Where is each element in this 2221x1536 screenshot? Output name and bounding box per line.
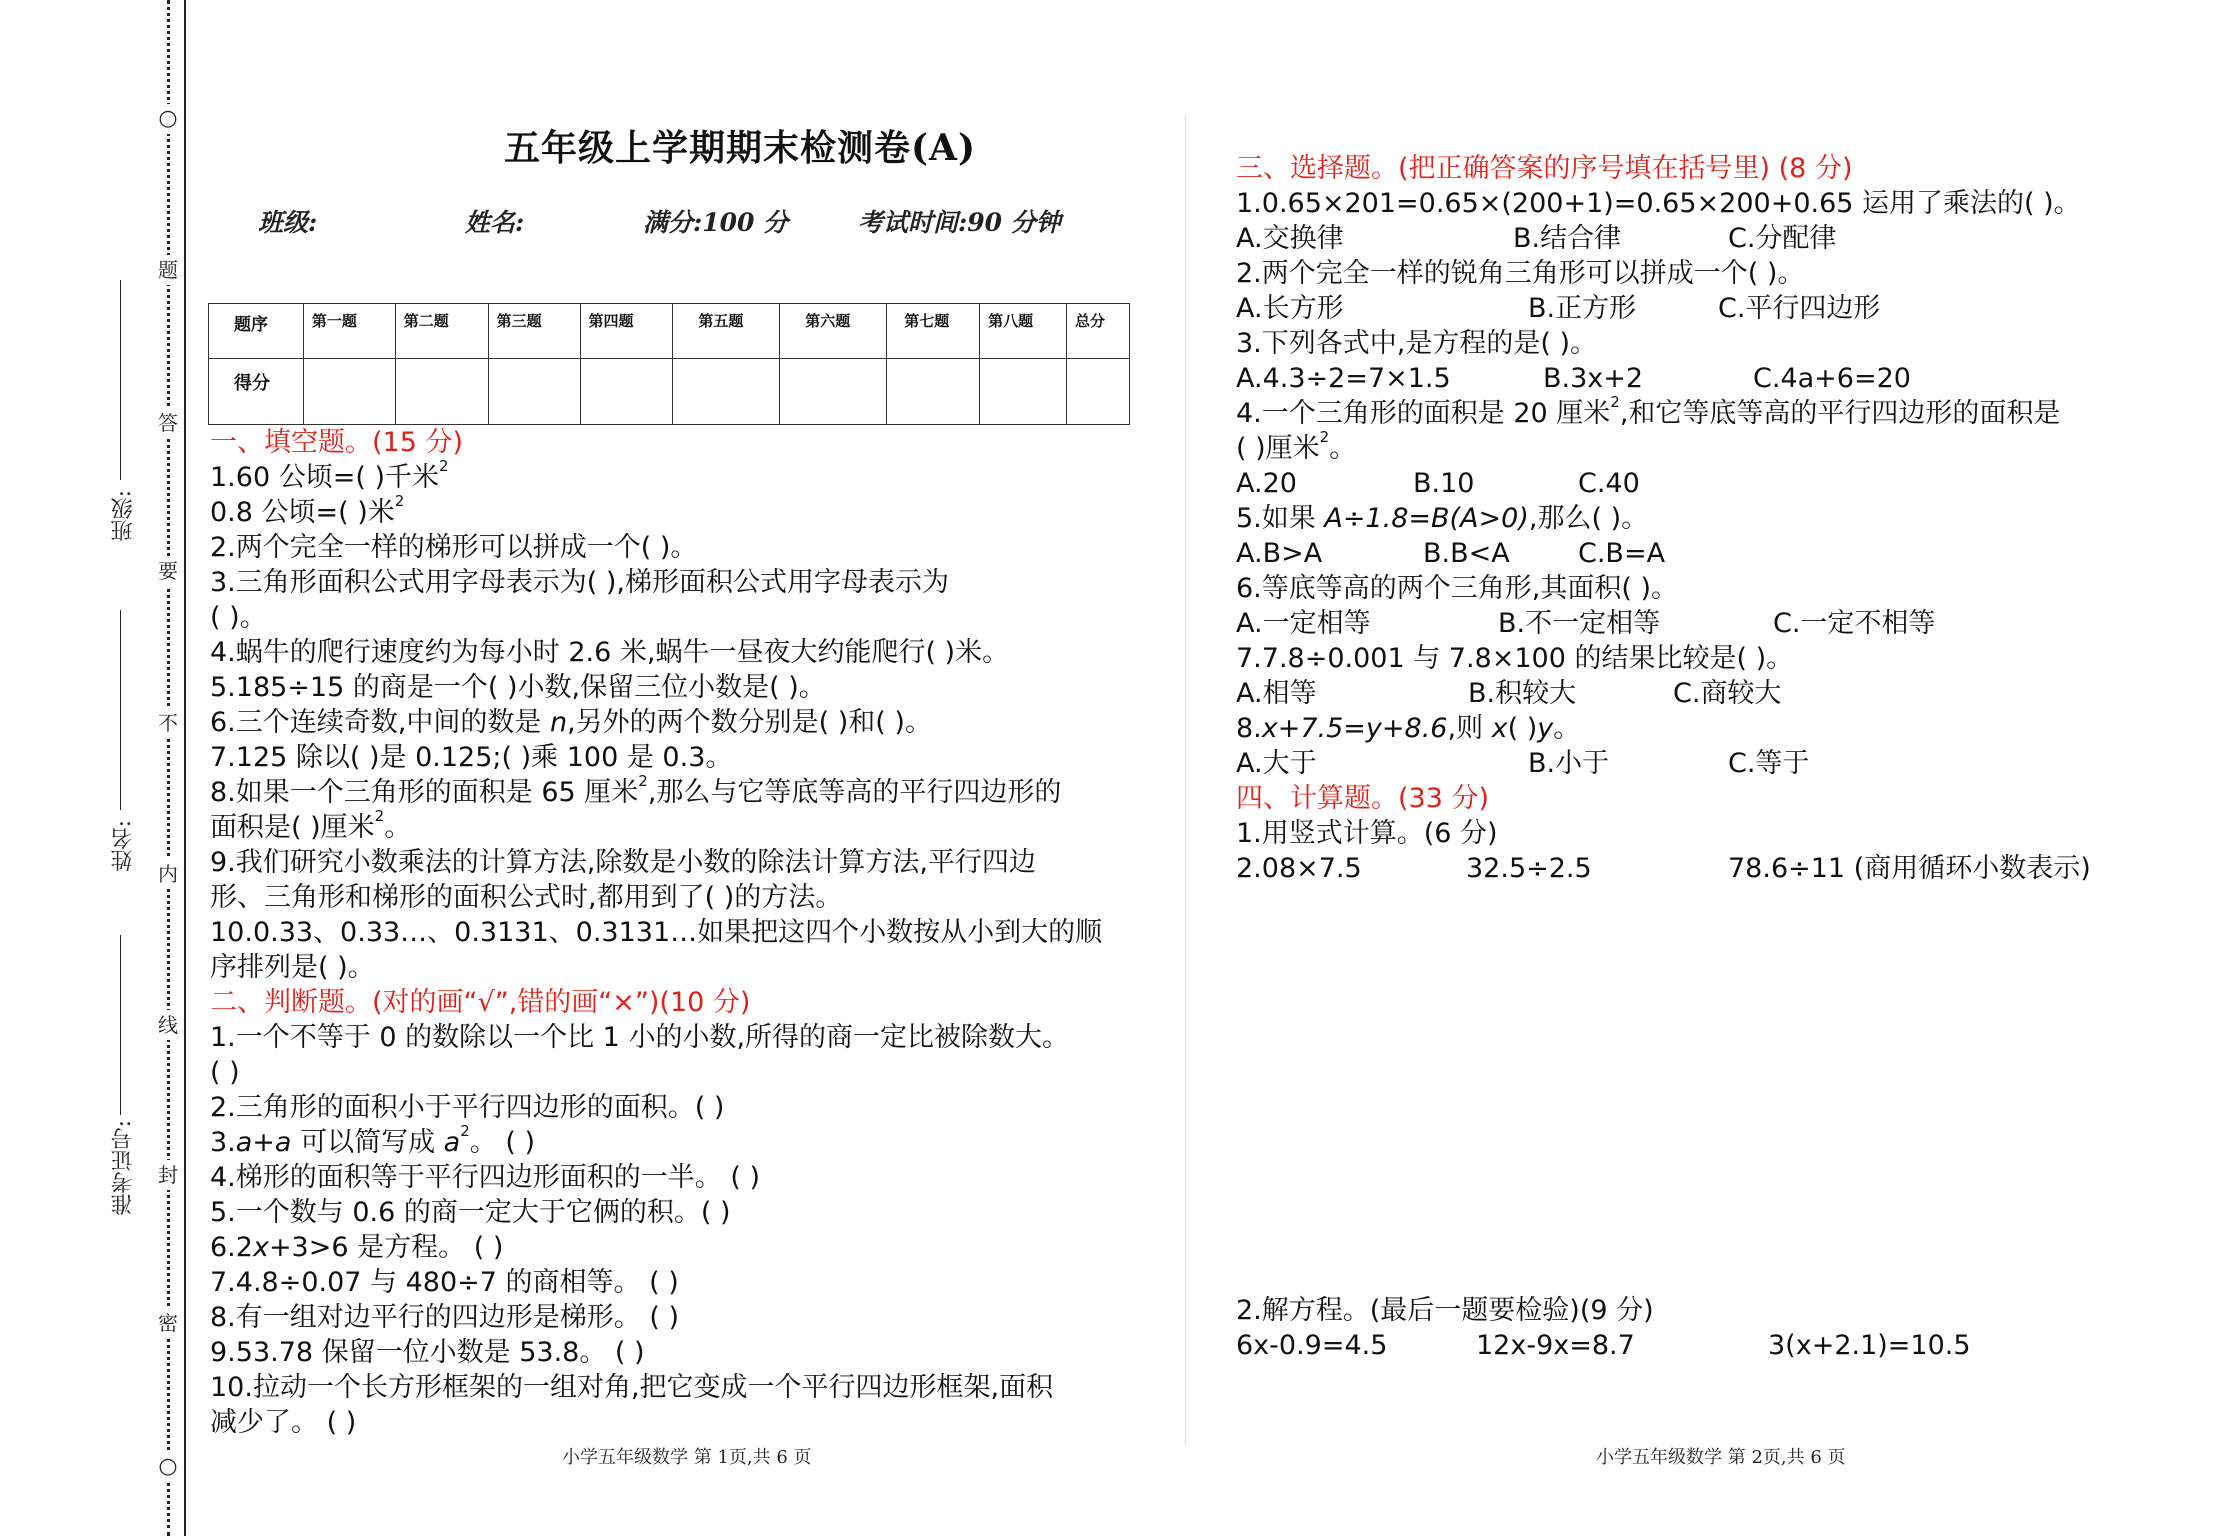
footer-right: 小学五年级数学 第 2页,共 6 页: [1596, 1447, 1846, 1468]
section-title-judge: 二、判断题。(对的画“√”,错的画“×”)(10 分): [210, 987, 751, 1018]
page-divider: [1185, 115, 1186, 1445]
exam-no-fill-line: [120, 935, 121, 1115]
question-item: 7.4.8÷0.07 与 480÷7 的商相等。 ( ): [210, 1267, 679, 1298]
seal-char: 密: [157, 1308, 179, 1338]
binding-dotted-line: [167, 0, 170, 1536]
calc-item: 32.5÷2.5: [1466, 853, 1592, 884]
class-fill-line: [120, 280, 121, 480]
option-a: A.20: [1236, 468, 1297, 499]
question-item: 0.8 公顷=( )米$^2$: [210, 492, 405, 528]
section-title-choice: 三、选择题。(把正确答案的序号填在括号里) (8 分): [1236, 153, 1853, 184]
question-item: 3.三角形面积公式用字母表示为( ),梯形面积公式用字母表示为: [210, 567, 949, 598]
class-label: 班级:: [258, 208, 318, 237]
option-b: B.10: [1413, 468, 1475, 499]
table-column-header: 第三题: [488, 304, 580, 359]
question-item: 3.a+a 可以简写成 $a^2$。 ( ): [210, 1122, 535, 1158]
score-cell[interactable]: [488, 359, 580, 425]
score-cell[interactable]: [580, 359, 673, 425]
table-row-header: 题序: [209, 304, 304, 359]
seal-char: 答: [157, 408, 179, 438]
score-table: [208, 303, 1130, 425]
equation-item: 3(x+2.1)=10.5: [1768, 1330, 1971, 1361]
option-a: A.4.3÷2=7×1.5: [1236, 363, 1451, 394]
option-c: C.商较大: [1673, 678, 1782, 709]
seal-char: 封: [157, 1160, 179, 1190]
calc-item: 78.6÷11 (商用循环小数表示): [1728, 853, 2091, 884]
score-cell[interactable]: [780, 359, 887, 425]
option-c: C.一定不相等: [1773, 608, 1936, 639]
question-item: 4.蜗牛的爬行速度约为每小时 2.6 米,蜗牛一昼夜大约能爬行( )米。: [210, 637, 1010, 668]
option-b: B.不一定相等: [1498, 608, 1661, 639]
question-item: 2.两个完全一样的梯形可以拼成一个( )。: [210, 532, 698, 563]
footer-left: 小学五年级数学 第 1页,共 6 页: [562, 1447, 812, 1468]
table-column-header: 总分: [1066, 304, 1129, 359]
question-item: 6.三个连续奇数,中间的数是 n,另外的两个数分别是( )和( )。: [210, 707, 932, 738]
question-item: 1.一个不等于 0 的数除以一个比 1 小的小数,所得的商一定比被除数大。: [210, 1022, 1070, 1053]
question-item: 7.125 除以( )是 0.125;( )乘 100 是 0.3。: [210, 742, 733, 773]
option-c: C.4a+6=20: [1753, 363, 1911, 394]
option-b: B.小于: [1528, 748, 1610, 779]
score-cell[interactable]: [673, 359, 780, 425]
seal-char: 要: [157, 556, 179, 586]
binding-class-label: 班级:: [111, 490, 136, 542]
option-c: C.等于: [1728, 748, 1810, 779]
question-item: 3.下列各式中,是方程的是( )。: [1236, 328, 1597, 359]
binding-margin: [0, 0, 190, 1536]
question-item: 2.两个完全一样的锐角三角形可以拼成一个( )。: [1236, 258, 1805, 289]
table-column-header: 第八题: [980, 304, 1067, 359]
question-item: 2.三角形的面积小于平行四边形的面积。( ): [210, 1092, 725, 1123]
question-item: ( )。: [210, 602, 267, 633]
seal-char: 不: [157, 708, 179, 738]
binding-circle-icon: ○: [157, 1452, 179, 1482]
equation-item: 12x-9x=8.7: [1476, 1330, 1635, 1361]
seal-char: 线: [157, 1010, 179, 1040]
score-cell[interactable]: [1066, 359, 1129, 425]
option-a: A.交换律: [1236, 223, 1344, 254]
table-row-header: 得分: [209, 359, 304, 425]
question-item: 序排列是( )。: [210, 952, 375, 983]
option-a: A.相等: [1236, 678, 1317, 709]
table-column-header: 第六题: [780, 304, 887, 359]
table-column-header: 第一题: [303, 304, 395, 359]
question-item: 9.53.78 保留一位小数是 53.8。 ( ): [210, 1337, 645, 1368]
binding-name-label: 姓名:: [111, 820, 136, 872]
score-cell[interactable]: [980, 359, 1067, 425]
full-score: 满分:100 分: [643, 208, 789, 237]
score-cell[interactable]: [395, 359, 488, 425]
table-column-header: 第二题: [395, 304, 488, 359]
question-item: 6.等底等高的两个三角形,其面积( )。: [1236, 573, 1678, 604]
table-column-header: 第四题: [580, 304, 673, 359]
option-a: A.一定相等: [1236, 608, 1371, 639]
question-item: 9.我们研究小数乘法的计算方法,除数是小数的除法计算方法,平行四边: [210, 847, 1036, 878]
question-item: 面积是( )厘米$^2$。: [210, 807, 412, 843]
seal-char: 内: [157, 859, 179, 889]
table-column-header: 第七题: [887, 304, 980, 359]
question-item: 7.7.8÷0.001 与 7.8×100 的结果比较是( )。: [1236, 643, 1794, 674]
option-c: C.平行四边形: [1718, 293, 1881, 324]
binding-circle-icon: ○: [157, 104, 179, 134]
option-b: B.B<A: [1423, 538, 1510, 569]
question-item: 8.x+7.5=y+8.6,则 x( )y。: [1236, 713, 1581, 744]
page-title: 五年级上学期期末检测卷(A): [504, 127, 976, 169]
question-item: 5.如果 A÷1.8=B(A>0),那么( )。: [1236, 503, 1649, 534]
question-item: 6.2x+3>6 是方程。 ( ): [210, 1232, 504, 1263]
question-item: 4.一个三角形的面积是 20 厘米$^2$,和它等底等高的平行四边形的面积是: [1236, 393, 2061, 429]
equation-item: 6x-0.9=4.5: [1236, 1330, 1388, 1361]
question-item: ( )厘米$^2$。: [1236, 428, 1357, 464]
question-item: 2.解方程。(最后一题要检验)(9 分): [1236, 1295, 1654, 1326]
section-title-fill: 一、填空题。(15 分): [210, 427, 464, 458]
option-a: A.长方形: [1236, 293, 1344, 324]
question-item: 10.拉动一个长方形框架的一组对角,把它变成一个平行四边形框架,面积: [210, 1372, 1054, 1403]
option-b: B.结合律: [1513, 223, 1622, 254]
question-item: 1.0.65×201=0.65×(200+1)=0.65×200+0.65 运用了乘法的( )。: [1236, 188, 2081, 219]
name-fill-line: [120, 610, 121, 810]
option-b: B.正方形: [1528, 293, 1637, 324]
calc-item: 2.08×7.5: [1236, 853, 1362, 884]
option-b: B.积较大: [1468, 678, 1577, 709]
option-a: A.大于: [1236, 748, 1317, 779]
question-item: 10.0.33、0.33…、0.3131、0.3131…如果把这四个小数按从小到大的顺: [210, 917, 1103, 948]
seal-char: 题: [157, 255, 179, 285]
question-item: 5.185÷15 的商是一个( )小数,保留三位小数是( )。: [210, 672, 826, 703]
option-a: A.B>A: [1236, 538, 1323, 569]
question-item: 8.如果一个三角形的面积是 65 厘米$^2$,那么与它等底等高的平行四边形的: [210, 772, 1062, 808]
question-item: 减少了。 ( ): [210, 1407, 357, 1438]
score-cell[interactable]: [887, 359, 980, 425]
question-item: 5.一个数与 0.6 的商一定大于它俩的积。( ): [210, 1197, 731, 1228]
question-item: 形、三角形和梯形的面积公式时,都用到了( )的方法。: [210, 882, 843, 913]
question-item: 8.有一组对边平行的四边形是梯形。 ( ): [210, 1302, 679, 1333]
option-c: C.B=A: [1578, 538, 1666, 569]
option-c: C.分配律: [1728, 223, 1837, 254]
name-label: 姓名:: [465, 208, 525, 237]
question-item: 4.梯形的面积等于平行四边形面积的一半。 ( ): [210, 1162, 760, 1193]
section-title-calc: 四、计算题。(33 分): [1236, 783, 1490, 814]
binding-solid-line: [184, 0, 186, 1536]
question-item: ( ): [210, 1057, 240, 1088]
table-column-header: 第五题: [673, 304, 780, 359]
question-item: 1.60 公顷=( )千米$^2$: [210, 457, 449, 493]
option-c: C.40: [1578, 468, 1640, 499]
score-cell[interactable]: [303, 359, 395, 425]
exam-time: 考试时间:90 分钟: [858, 208, 1061, 237]
question-item: 1.用竖式计算。(6 分): [1236, 818, 1498, 849]
binding-exam-no-label: 准考证号:: [111, 1120, 136, 1216]
option-b: B.3x+2: [1543, 363, 1644, 394]
